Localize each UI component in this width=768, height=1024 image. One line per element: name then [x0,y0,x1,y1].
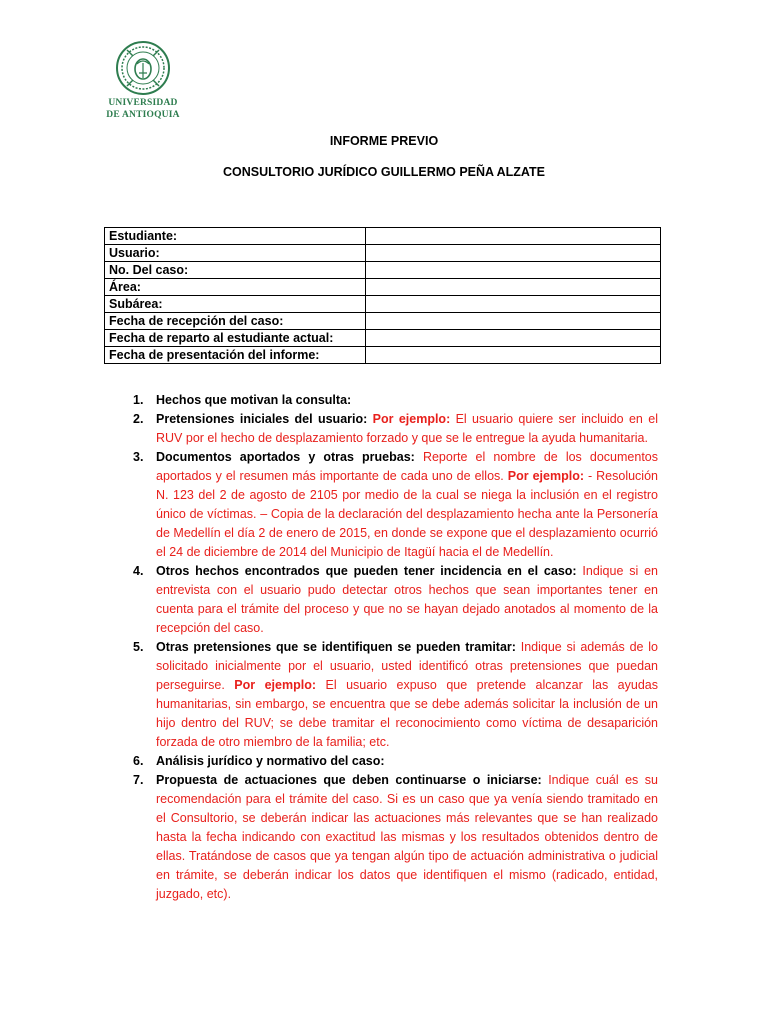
table-row [105,296,661,313]
item-heading: Otros hechos encontrados que pueden tener incidencia en el caso: [156,564,577,578]
field-label: No. Del caso: [105,262,366,279]
item-instruction: Indique si en entrevista con el usuario pudo detectar otros hechos que sean importantes tener en cuenta para el trámite del proceso y que no se hayan dejado anotados al momento de la recepción del caso. [156,564,658,635]
university-name-line1: UNIVERSIDAD [108,98,178,108]
item-heading: Documentos aportados y otras pruebas: [156,450,415,464]
list-item [133,562,658,638]
item-example-text: El usuario expuso que pretende alcanzar las ayudas humanitarias, sin embargo, se encuentra que se debe además solicitar la inclusión de un hijo dentro del RUV; se debe tramitar el reconocimiento como víctima de desaparición forzada de otro miembro de la familia; etc. [156,678,658,749]
item-instruction: Reporte el nombre de los documentos aportados y el resumen más importante de cada uno de ellos. [156,450,659,483]
field-value[interactable] [366,296,661,313]
field-value[interactable] [366,347,661,364]
list-item [133,752,658,771]
table-row [105,228,661,245]
field-label: Fecha de presentación del informe: [105,347,366,364]
field-value[interactable] [366,313,661,330]
item-heading: Pretensiones iniciales del usuario: [156,412,368,426]
example-label: Por ejemplo: [234,678,316,692]
example-label: Por ejemplo: [372,412,451,426]
list-item [133,410,658,448]
item-number: 1. [133,393,144,407]
table-row [105,262,661,279]
field-label: Área: [105,279,366,296]
document-subtitle: CONSULTORIO JURÍDICO GUILLERMO PEÑA ALZATE [223,165,545,179]
table-row [105,330,661,347]
item-number: 2. [133,412,144,426]
item-example-text: - Resolución N. 123 del 2 de agosto de 2105 por medio de la cual se niega la inclusión en el registro único de víctimas. – Copia de la declaración del desplazamiento hecha ante la Personería de Medellín el día 2 de enero de 2015, en donde se expone que el desplazamiento ocurrió el 24 de diciembre de 2014 del Municipio de Itagüí hacia el de Medellín. [156,469,658,559]
item-number: 5. [133,640,144,654]
field-value[interactable] [366,330,661,347]
list-item [133,391,658,410]
table-row [105,313,661,330]
document-title: INFORME PREVIO [329,134,439,148]
item-number: 6. [133,754,144,768]
university-logo [106,40,180,120]
field-value[interactable] [366,245,661,262]
item-number: 4. [133,564,144,578]
field-label: Fecha de recepción del caso: [105,313,366,330]
item-instruction: Indique si además de lo solicitado inicialmente por el usuario, usted identificó otras pretensiones que puedan perseguirse. [156,640,658,692]
item-heading: Hechos que motivan la consulta: [156,393,352,407]
item-instruction: Indique cuál es su recomendación para el trámite del caso. Si es un caso que ya venía siendo tramitado en el Consultorio, se deberán indicar las actuaciones más relevantes que se han realizado hasta la fecha indicando con exactitud las mismas y los resultados obtenidos dentro de ellas. Tratándose de casos que ya tengan algún tipo de actuación administrativa o judicial en trámite, se deberán indicar los datos que identifiquen el mismo (radicado, entidad, juzgado, etc). [156,773,658,901]
table-row [105,279,661,296]
item-heading: Propuesta de actuaciones que deben continuarse o iniciarse: [156,773,542,787]
item-heading: Análisis jurídico y normativo del caso: [156,754,385,768]
field-label: Estudiante: [105,228,366,245]
field-value[interactable] [366,279,661,296]
field-label: Subárea: [105,296,366,313]
field-value[interactable] [366,262,661,279]
field-value[interactable] [366,228,661,245]
item-number: 3. [133,450,144,464]
table-row [105,347,661,364]
example-label: Por ejemplo: [507,469,584,483]
report-sections-list [133,391,658,904]
list-item [133,771,658,904]
list-item [133,448,658,562]
item-instruction: El usuario quiere ser incluido en el RUV por el hecho de desplazamiento forzado y que se le entregue la ayuda humanitaria. [156,412,658,445]
list-item [133,638,658,752]
item-heading: Otras pretensiones que se identifiquen se pueden tramitar: [156,640,516,654]
university-seal-icon [115,40,171,96]
university-name-line2: DE ANTIOQUIA [106,110,180,120]
field-label: Fecha de reparto al estudiante actual: [105,330,366,347]
field-label: Usuario: [105,245,366,262]
case-info-table [104,227,661,364]
table-row [105,245,661,262]
item-number: 7. [133,773,144,787]
